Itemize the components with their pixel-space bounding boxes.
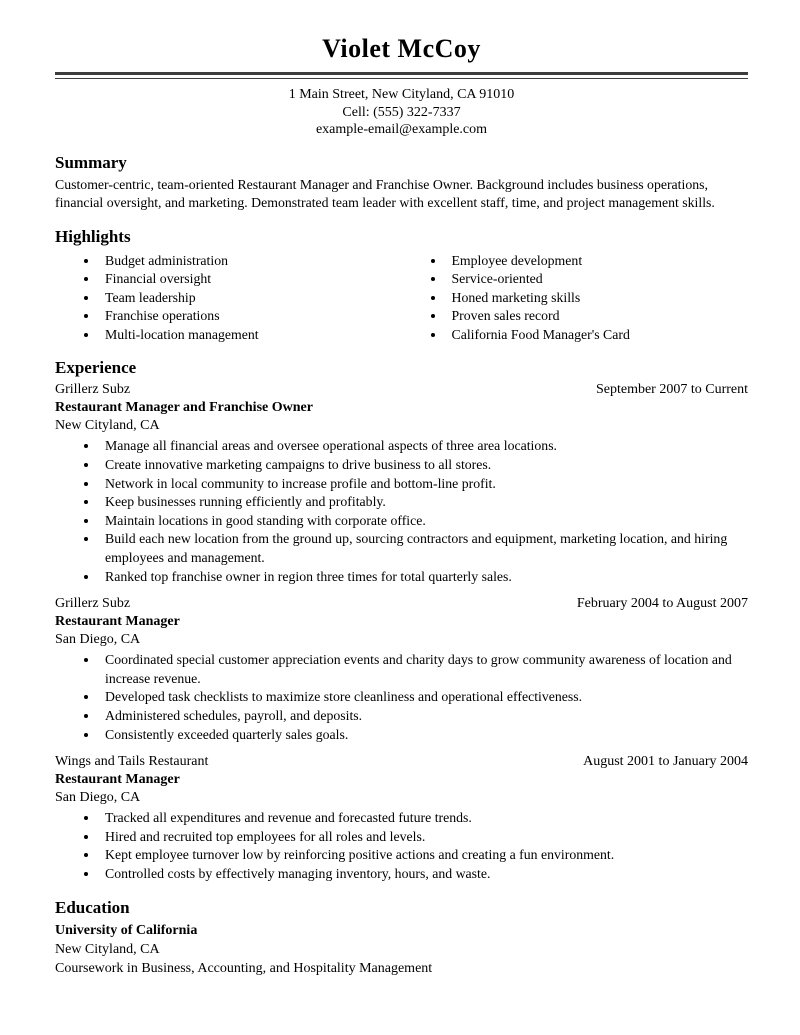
- summary-text: Customer-centric, team-oriented Restaurant Manager and Franchise Owner. Background includes business operations, financial oversight, and marketing. Demonstrated team leader with excellent staff, time, and project management skills.: [55, 176, 715, 210]
- job-bullet: • Kept employee turnover low by reinforcing positive actions and creating a fun environment.: [99, 846, 748, 865]
- job-header-row: [55, 381, 748, 399]
- highlights-right-list: [402, 252, 749, 345]
- company-name: Grillerz Subz: [55, 596, 131, 612]
- job-dates: August 2001 to January 2004: [583, 754, 748, 770]
- job-bullet: • Administered schedules, payroll, and deposits.: [99, 707, 748, 726]
- job-location: New Cityland, CA: [55, 418, 160, 434]
- contact-email: example-email@example.com: [315, 122, 488, 137]
- job-bullet: • Build each new location from the ground up, sourcing contractors and equipment, marketing location, and hiring employees and management.: [99, 530, 748, 567]
- job-bullet: • Coordinated special customer appreciation events and charity days to grow community awareness of location and increase revenue.: [99, 651, 748, 688]
- highlight-item: • California Food Manager's Card: [446, 326, 749, 345]
- education-location: New Cityland, CA: [55, 941, 160, 957]
- highlight-item: • Proven sales record: [446, 307, 749, 326]
- job-bullet: • Keep businesses running efficiently and profitably.: [99, 493, 748, 512]
- highlights-columns: [55, 250, 748, 345]
- contact-cell: Cell: (555) 322-7337: [342, 104, 461, 120]
- education-heading: Education: [55, 897, 130, 917]
- highlights-right-column: [402, 250, 749, 345]
- job-bullet: • Controlled costs by effectively managing inventory, hours, and waste.: [99, 865, 748, 884]
- job-bullet-list: [55, 437, 748, 586]
- job-dates: September 2007 to Current: [595, 382, 748, 398]
- highlights-heading: Highlights: [55, 226, 131, 246]
- contact-address: 1 Main Street, New Cityland, CA 91010: [288, 87, 515, 102]
- highlights-left-column: [55, 250, 402, 345]
- education-coursework: Coursework in Business, Accounting, and Hospitality Management: [55, 960, 433, 976]
- job-location: San Diego, CA: [55, 790, 141, 806]
- job-bullet: • Developed task checklists to maximize store cleanliness and operational effectiveness.: [99, 688, 748, 707]
- highlight-item: • Service-oriented: [446, 270, 749, 289]
- job-bullet: • Create innovative marketing campaigns to drive business to all stores.: [99, 456, 748, 475]
- contact-block: [55, 86, 748, 139]
- company-name: Wings and Tails Restaurant: [55, 754, 209, 770]
- job-entry: [55, 753, 748, 883]
- job-entry: [55, 381, 748, 586]
- highlight-item: • Employee development: [446, 252, 749, 271]
- job-entry: [55, 595, 748, 744]
- job-bullet: • Hired and recruited top employees for all roles and levels.: [99, 828, 748, 847]
- job-title: Restaurant Manager: [55, 772, 180, 788]
- highlight-item: • Financial oversight: [99, 270, 402, 289]
- highlight-item: • Honed marketing skills: [446, 289, 749, 308]
- job-dates: February 2004 to August 2007: [576, 596, 748, 612]
- resume-name: Violet McCoy: [322, 34, 481, 63]
- job-location: San Diego, CA: [55, 632, 141, 648]
- job-bullet-list: [55, 651, 748, 744]
- job-bullet: • Maintain locations in good standing with corporate office.: [99, 512, 748, 531]
- job-title: Restaurant Manager and Franchise Owner: [55, 400, 313, 416]
- job-bullet: • Tracked all expenditures and revenue and forecasted future trends.: [99, 809, 748, 828]
- highlight-item: • Team leadership: [99, 289, 402, 308]
- job-title: Restaurant Manager: [55, 614, 180, 630]
- highlight-item: • Budget administration: [99, 252, 402, 271]
- job-bullet: • Consistently exceeded quarterly sales goals.: [99, 726, 748, 745]
- job-bullet: • Manage all financial areas and oversee operational aspects of three area locations.: [99, 437, 748, 456]
- job-header-row: [55, 753, 748, 771]
- summary-heading: Summary: [55, 152, 127, 172]
- header-divider: [55, 72, 748, 79]
- job-bullet: • Ranked top franchise owner in region three times for total quarterly sales.: [99, 568, 748, 587]
- education-school: University of California: [55, 922, 198, 938]
- job-bullet: • Network in local community to increase profile and bottom-line profit.: [99, 475, 748, 494]
- highlights-left-list: [55, 252, 402, 345]
- job-header-row: [55, 595, 748, 613]
- experience-heading: Experience: [55, 358, 137, 378]
- highlight-item: • Multi-location management: [99, 326, 402, 345]
- job-bullet-list: [55, 809, 748, 883]
- highlight-item: • Franchise operations: [99, 307, 402, 326]
- company-name: Grillerz Subz: [55, 382, 131, 398]
